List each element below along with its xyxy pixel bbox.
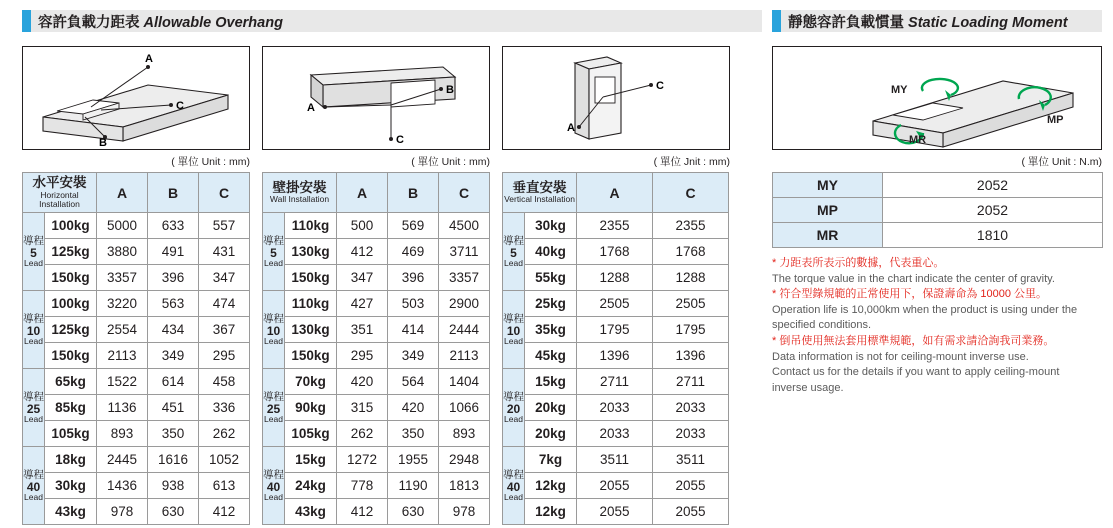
cell-load: 110kg — [285, 213, 337, 239]
lead-group-10: 導程 10 Lead — [503, 291, 525, 369]
table-row — [503, 317, 729, 343]
cell-a: 1288 — [577, 265, 653, 291]
cell-load: 43kg — [45, 499, 97, 525]
cell-b: 1616 — [148, 447, 199, 473]
note-line: Operation life is 10,000km when the product is using under the — [772, 303, 1078, 316]
note-line: specified conditions. — [772, 319, 872, 332]
cell-load: 20kg — [525, 395, 577, 421]
diagram-label-a: A — [567, 122, 575, 134]
cell-a: 3511 — [577, 447, 653, 473]
column-header-c: C — [653, 173, 729, 213]
cell-load: 35kg — [525, 317, 577, 343]
cell-load: 45kg — [525, 343, 577, 369]
cell-c: 1795 — [653, 317, 729, 343]
note-line: The torque value in the chart indicate the center of gravity. — [772, 272, 1055, 285]
table-row — [23, 213, 250, 239]
cell-b: 350 — [388, 421, 439, 447]
cell-load: 20kg — [525, 421, 577, 447]
table-row — [503, 447, 729, 473]
header-en: Vertical Installation — [504, 194, 575, 205]
cell-load: 24kg — [285, 473, 337, 499]
cell-a: 315 — [337, 395, 388, 421]
cell-load: 105kg — [285, 421, 337, 447]
diagram-moment-svg — [773, 47, 1103, 151]
note-line: * 符合型錄規範的正常使用下，保證壽命為 10000 公里。 — [772, 288, 1048, 301]
cell-c: 1066 — [439, 395, 490, 421]
cell-a: 1136 — [97, 395, 148, 421]
cell-c: 978 — [439, 499, 490, 525]
cell-c: 557 — [199, 213, 250, 239]
cell-b: 469 — [388, 239, 439, 265]
cell-c: 1288 — [653, 265, 729, 291]
cell-b: 569 — [388, 213, 439, 239]
cell-a: 1522 — [97, 369, 148, 395]
cell-a: 2355 — [577, 213, 653, 239]
cell-c: 295 — [199, 343, 250, 369]
table-row — [263, 421, 490, 447]
note-line: * 倒吊使用無法套用標準規範，如有需求請洽詢我司業務。 — [772, 335, 1055, 348]
note-line: Contact us for the details if you want to apply ceiling-mount — [772, 366, 1060, 379]
section-header-static-loading-moment — [772, 10, 1102, 32]
cell-a: 427 — [337, 291, 388, 317]
cell-a: 2055 — [577, 499, 653, 525]
cell-a: 351 — [337, 317, 388, 343]
cell-b: 414 — [388, 317, 439, 343]
cell-a: 2505 — [577, 291, 653, 317]
cell-b: 420 — [388, 395, 439, 421]
diagram-label-c: C — [176, 100, 184, 112]
lead-group-10: 導程 10 Lead — [23, 291, 45, 369]
cell-c: 1396 — [653, 343, 729, 369]
cell-c: 1052 — [199, 447, 250, 473]
column-header-b: B — [388, 173, 439, 213]
table-row — [503, 213, 729, 239]
lead-group-5: 導程 5 Lead — [503, 213, 525, 291]
table-row — [773, 173, 1103, 198]
table-row — [263, 317, 490, 343]
column-header-c: C — [439, 173, 490, 213]
lead-group-25: 導程 25 Lead — [23, 369, 45, 447]
column-header-c: C — [199, 173, 250, 213]
note-line: * 力距表所表示的數據，代表重心。 — [772, 257, 945, 269]
section-title — [38, 11, 283, 32]
cell-moment-value: 1810 — [883, 223, 1103, 248]
cell-b: 503 — [388, 291, 439, 317]
note-line: inverse usage. — [772, 381, 844, 394]
cell-load: 130kg — [285, 317, 337, 343]
cell-b: 630 — [148, 499, 199, 525]
cell-b: 451 — [148, 395, 199, 421]
diagram-vertical-svg — [503, 47, 731, 151]
table-row — [503, 473, 729, 499]
cell-b: 349 — [148, 343, 199, 369]
cell-c: 2444 — [439, 317, 490, 343]
diagram-vertical-installation — [502, 46, 730, 150]
table-horizontal-installation — [22, 172, 250, 525]
table-row — [23, 499, 250, 525]
diagram-wall-svg — [263, 47, 491, 151]
cell-load: 40kg — [525, 239, 577, 265]
cell-a: 3220 — [97, 291, 148, 317]
diagram-label-b: B — [99, 137, 107, 149]
cell-a: 412 — [337, 499, 388, 525]
table-row — [503, 499, 729, 525]
diagram-label-a: A — [307, 102, 315, 114]
cell-load: 25kg — [525, 291, 577, 317]
cell-c: 474 — [199, 291, 250, 317]
table-row — [23, 317, 250, 343]
cell-a: 2113 — [97, 343, 148, 369]
cell-a: 1795 — [577, 317, 653, 343]
cell-a: 2033 — [577, 421, 653, 447]
section-title — [788, 11, 1068, 32]
section-title-en: Allowable Overhang — [143, 14, 283, 31]
lead-group-40: 導程 40 Lead — [263, 447, 285, 525]
table-row — [503, 395, 729, 421]
cell-c: 262 — [199, 421, 250, 447]
cell-load: 55kg — [525, 265, 577, 291]
diagram-horizontal-installation — [22, 46, 250, 150]
table-row — [23, 447, 250, 473]
cell-c: 2948 — [439, 447, 490, 473]
cell-c: 367 — [199, 317, 250, 343]
table-row — [263, 343, 490, 369]
header-cn: 垂直安裝 — [512, 179, 567, 195]
table-row — [503, 265, 729, 291]
cell-b: 1190 — [388, 473, 439, 499]
cell-moment-value: 2052 — [883, 198, 1103, 223]
header-cn: 壁掛安裝 — [272, 179, 327, 195]
cell-a: 2711 — [577, 369, 653, 395]
cell-load: 12kg — [525, 499, 577, 525]
cell-moment-key: MR — [773, 223, 883, 248]
cell-a: 1768 — [577, 239, 653, 265]
cell-c: 1768 — [653, 239, 729, 265]
table-row — [23, 473, 250, 499]
table-header-row — [263, 173, 490, 213]
cell-load: 43kg — [285, 499, 337, 525]
table-header-row — [23, 173, 250, 213]
table-row — [23, 395, 250, 421]
table-static-loading-moment — [772, 172, 1103, 248]
cell-a: 1272 — [337, 447, 388, 473]
cell-b: 350 — [148, 421, 199, 447]
cell-load: 130kg — [285, 239, 337, 265]
cell-a: 347 — [337, 265, 388, 291]
section-header-allowable-overhang — [22, 10, 762, 32]
cell-c: 1813 — [439, 473, 490, 499]
note-line: Data information is not for ceiling-mount inverse use. — [772, 350, 1029, 363]
table-row — [503, 291, 729, 317]
cell-c: 2033 — [653, 395, 729, 421]
cell-a: 420 — [337, 369, 388, 395]
cell-b: 614 — [148, 369, 199, 395]
cell-c: 2055 — [653, 499, 729, 525]
header-install-type — [503, 173, 577, 213]
cell-a: 3880 — [97, 239, 148, 265]
notes-block — [772, 256, 1107, 396]
cell-c: 2505 — [653, 291, 729, 317]
cell-load: 30kg — [45, 473, 97, 499]
lead-group-20: 導程 20 Lead — [503, 369, 525, 447]
unit-label-nm: ( 單位 Unit : N.m) — [1021, 156, 1102, 168]
cell-load: 100kg — [45, 213, 97, 239]
cell-c: 458 — [199, 369, 250, 395]
diagram-label-b: B — [446, 84, 454, 96]
moment-label-mr: MR — [909, 134, 927, 146]
diagram-label-c: C — [656, 80, 664, 92]
cell-b: 396 — [388, 265, 439, 291]
table-row — [263, 395, 490, 421]
cell-c: 2355 — [653, 213, 729, 239]
table-row — [23, 421, 250, 447]
header-cn: 水平安裝 — [32, 175, 87, 191]
table-vertical-installation — [502, 172, 729, 525]
accent-bar — [22, 10, 31, 32]
moment-label-my: MY — [891, 84, 908, 96]
section-title-cn: 靜態容許負載慣量 — [788, 14, 909, 31]
cell-a: 500 — [337, 213, 388, 239]
cell-load: 18kg — [45, 447, 97, 473]
cell-a: 1396 — [577, 343, 653, 369]
cell-load: 15kg — [285, 447, 337, 473]
cell-a: 978 — [97, 499, 148, 525]
cell-moment-key: MP — [773, 198, 883, 223]
cell-a: 778 — [337, 473, 388, 499]
diagram-wall-installation — [262, 46, 490, 150]
cell-c: 3357 — [439, 265, 490, 291]
cell-b: 633 — [148, 213, 199, 239]
cell-c: 347 — [199, 265, 250, 291]
cell-load: 125kg — [45, 239, 97, 265]
cell-load: 150kg — [45, 343, 97, 369]
cell-load: 100kg — [45, 291, 97, 317]
cell-b: 563 — [148, 291, 199, 317]
header-en: Wall Installation — [269, 194, 330, 205]
cell-c: 4500 — [439, 213, 490, 239]
cell-c: 336 — [199, 395, 250, 421]
table-row — [503, 343, 729, 369]
lead-group-25: 導程 25 Lead — [263, 369, 285, 447]
lead-group-40: 導程 40 Lead — [23, 447, 45, 525]
cell-moment-value: 2052 — [883, 173, 1103, 198]
table-row — [263, 447, 490, 473]
cell-load: 125kg — [45, 317, 97, 343]
lead-group-5: 導程 5 Lead — [263, 213, 285, 291]
cell-load: 15kg — [525, 369, 577, 395]
cell-a: 295 — [337, 343, 388, 369]
cell-a: 1436 — [97, 473, 148, 499]
cell-b: 349 — [388, 343, 439, 369]
lead-group-5: 導程 5 Lead — [23, 213, 45, 291]
column-header-a: A — [337, 173, 388, 213]
header-install-type — [23, 173, 97, 213]
section-title-cn: 容許負載力距表 — [38, 14, 144, 31]
header-en: Horizontal Installation — [39, 189, 80, 209]
cell-c: 2055 — [653, 473, 729, 499]
table-row — [23, 369, 250, 395]
table-row — [503, 421, 729, 447]
cell-a: 412 — [337, 239, 388, 265]
cell-load: 30kg — [525, 213, 577, 239]
cell-a: 2554 — [97, 317, 148, 343]
table-wall-installation — [262, 172, 490, 525]
cell-load: 7kg — [525, 447, 577, 473]
cell-a: 893 — [97, 421, 148, 447]
unit-label-mm-1: ( 單位 Unit : mm) — [171, 156, 250, 168]
cell-c: 3511 — [653, 447, 729, 473]
cell-b: 491 — [148, 239, 199, 265]
cell-load: 105kg — [45, 421, 97, 447]
cell-b: 630 — [388, 499, 439, 525]
cell-c: 431 — [199, 239, 250, 265]
diagram-label-a: A — [145, 53, 153, 65]
table-row — [503, 239, 729, 265]
table-header-row — [503, 173, 729, 213]
section-title-en: Static Loading Moment — [908, 14, 1068, 31]
cell-b: 564 — [388, 369, 439, 395]
lead-group-10: 導程 10 Lead — [263, 291, 285, 369]
diagram-static-loading-moment — [772, 46, 1102, 150]
unit-label-mm-3: ( 單位 Jnit : mm) — [653, 156, 730, 168]
cell-load: 110kg — [285, 291, 337, 317]
table-row — [773, 223, 1103, 248]
table-row — [23, 239, 250, 265]
diagram-label-c: C — [396, 134, 404, 146]
table-row — [23, 265, 250, 291]
cell-b: 1955 — [388, 447, 439, 473]
cell-a: 5000 — [97, 213, 148, 239]
cell-c: 1404 — [439, 369, 490, 395]
cell-load: 150kg — [285, 343, 337, 369]
cell-load: 150kg — [285, 265, 337, 291]
table-row — [263, 239, 490, 265]
table-row — [263, 473, 490, 499]
cell-c: 893 — [439, 421, 490, 447]
cell-b: 434 — [148, 317, 199, 343]
cell-a: 2445 — [97, 447, 148, 473]
cell-moment-key: MY — [773, 173, 883, 198]
cell-load: 65kg — [45, 369, 97, 395]
column-header-a: A — [577, 173, 653, 213]
cell-c: 3711 — [439, 239, 490, 265]
accent-bar — [772, 10, 781, 32]
cell-c: 2033 — [653, 421, 729, 447]
table-row — [503, 369, 729, 395]
cell-c: 2113 — [439, 343, 490, 369]
cell-load: 70kg — [285, 369, 337, 395]
cell-load: 90kg — [285, 395, 337, 421]
table-row — [263, 369, 490, 395]
table-row — [23, 343, 250, 369]
cell-a: 2055 — [577, 473, 653, 499]
column-header-b: B — [148, 173, 199, 213]
cell-load: 12kg — [525, 473, 577, 499]
cell-a: 262 — [337, 421, 388, 447]
cell-c: 412 — [199, 499, 250, 525]
header-install-type — [263, 173, 337, 213]
cell-c: 2900 — [439, 291, 490, 317]
cell-b: 396 — [148, 265, 199, 291]
table-row — [263, 499, 490, 525]
table-row — [263, 291, 490, 317]
cell-a: 3357 — [97, 265, 148, 291]
cell-c: 613 — [199, 473, 250, 499]
diagram-horizontal-svg — [23, 47, 251, 151]
table-row — [773, 198, 1103, 223]
cell-load: 85kg — [45, 395, 97, 421]
moment-label-mp: MP — [1047, 114, 1064, 126]
unit-label-mm-2: ( 單位 Unit : mm) — [411, 156, 490, 168]
cell-b: 938 — [148, 473, 199, 499]
cell-load: 150kg — [45, 265, 97, 291]
lead-group-40: 導程 40 Lead — [503, 447, 525, 525]
table-row — [263, 213, 490, 239]
cell-a: 2033 — [577, 395, 653, 421]
cell-c: 2711 — [653, 369, 729, 395]
table-row — [263, 265, 490, 291]
table-row — [23, 291, 250, 317]
column-header-a: A — [97, 173, 148, 213]
